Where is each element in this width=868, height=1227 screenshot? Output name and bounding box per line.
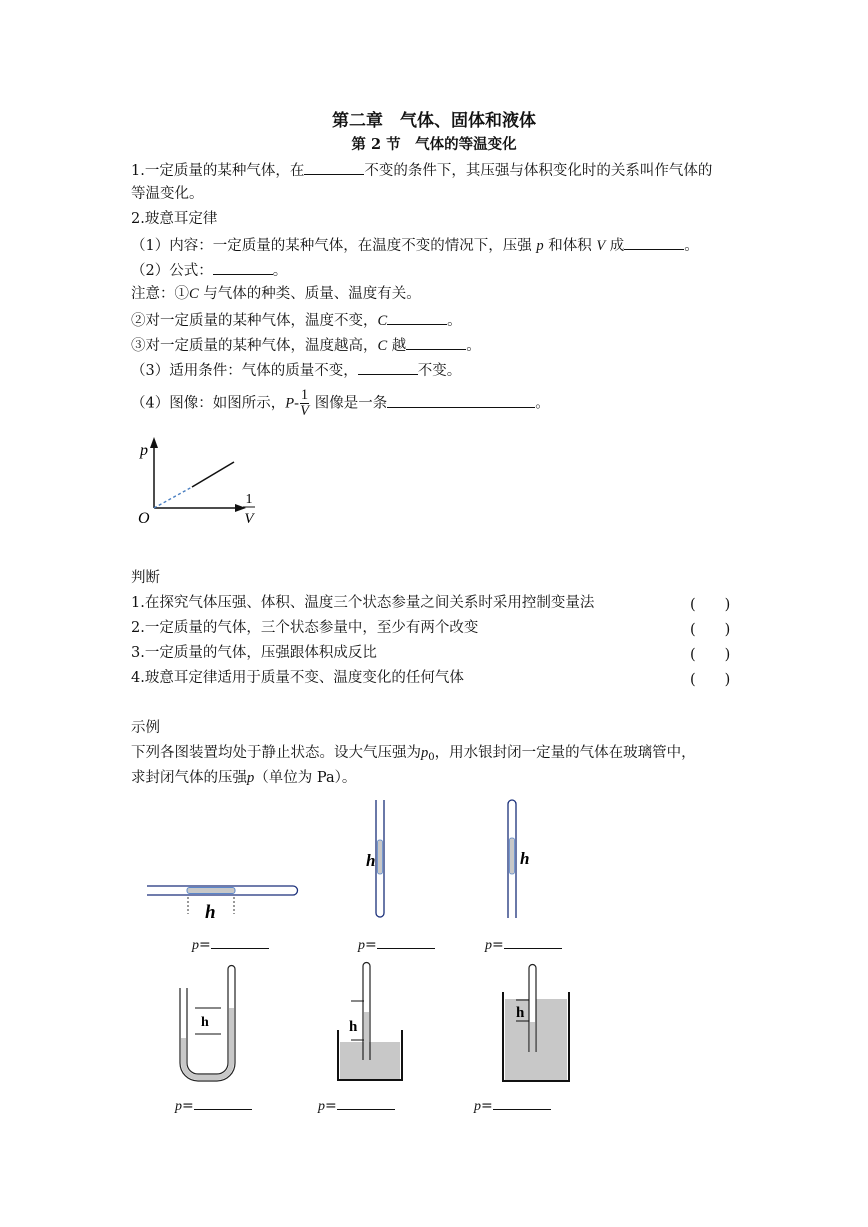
h-label-2: h bbox=[366, 851, 376, 870]
q1-line1: 1.一定质量的某种气体，在 不变的条件下，其压强与体积变化时的关系叫作气体的 bbox=[131, 159, 712, 181]
isotherm-line bbox=[192, 462, 234, 487]
figure-u-tube bbox=[175, 963, 245, 1088]
mercury-column-2 bbox=[378, 840, 383, 874]
note-2-blank[interactable] bbox=[387, 309, 447, 325]
figure-tube-in-basin-high bbox=[500, 962, 575, 1087]
h-label: h bbox=[205, 902, 216, 923]
extrapolated-dashed-line bbox=[154, 487, 192, 508]
q2-condition: （3）适用条件：气体的质量不变， 不变。 bbox=[131, 359, 461, 381]
h-label-3: h bbox=[520, 849, 530, 868]
judge-paren-1[interactable]: ( ) bbox=[690, 597, 731, 613]
answer-fig4-blank[interactable] bbox=[194, 1094, 252, 1110]
note-2: ②对一定质量的某种气体，温度不变，C 。 bbox=[131, 309, 462, 331]
answer-fig1: p= bbox=[192, 933, 269, 954]
answer-fig2-blank[interactable] bbox=[377, 933, 435, 949]
answer-fig1-blank[interactable] bbox=[211, 933, 269, 949]
q2-condition-blank[interactable] bbox=[358, 359, 418, 375]
q2-graph-blank[interactable] bbox=[387, 392, 535, 408]
answer-fig3-blank[interactable] bbox=[504, 933, 562, 949]
judge-paren-3[interactable]: ( ) bbox=[690, 647, 731, 663]
answer-fig5-blank[interactable] bbox=[337, 1094, 395, 1110]
answer-fig4: p= bbox=[175, 1094, 252, 1115]
judge-paren-2[interactable]: ( ) bbox=[690, 622, 731, 638]
judge-item-2: 2.一定质量的气体，三个状态参量中，至少有两个改变 bbox=[131, 620, 479, 636]
judge-item-3: 3.一定质量的气体，压强跟体积成反比 bbox=[131, 645, 377, 661]
example-text-2: 求封闭气体的压强p（单位为 Pa）。 bbox=[131, 770, 357, 786]
example-title: 示例 bbox=[131, 720, 160, 736]
q2-title: 2.玻意耳定律 bbox=[131, 211, 218, 227]
answer-fig5: p= bbox=[318, 1094, 395, 1115]
q2-formula: （2）公式： 。 bbox=[131, 259, 287, 281]
note-3-blank[interactable] bbox=[406, 334, 466, 350]
answer-fig6: p= bbox=[474, 1094, 551, 1115]
q2-formula-blank[interactable] bbox=[213, 259, 273, 275]
x-axis-label-den: V bbox=[244, 511, 254, 527]
figure-vertical-tube-open-bottom bbox=[500, 798, 540, 920]
p-inverse-v-graph bbox=[130, 435, 270, 535]
y-axis-arrow-icon bbox=[150, 437, 158, 448]
mercury-column bbox=[187, 888, 235, 894]
q2-graph-line: （4）图像：如图所示，P- $\frac{1}{V}$ 图像是一条 。 bbox=[131, 387, 550, 419]
q1-blank[interactable] bbox=[304, 159, 364, 175]
h-label-5: h bbox=[349, 1019, 358, 1035]
section-title: 第 2 节 气体的等温变化 bbox=[351, 136, 517, 153]
judge-item-4: 4.玻意耳定律适用于质量不变、温度变化的任何气体 bbox=[131, 670, 464, 686]
h-label-4: h bbox=[201, 1015, 209, 1030]
one-over-v-fraction: $\frac{1}{V}$ bbox=[300, 387, 309, 419]
figure-vertical-tube-open-top bbox=[360, 800, 400, 920]
example-text-1: 下列各图装置均处于静止状态。设大气压强为$p_0$，用水银封闭一定量的气体在玻璃管中， bbox=[131, 745, 696, 763]
judge-title: 判断 bbox=[131, 570, 160, 586]
judge-paren-4[interactable]: ( ) bbox=[690, 672, 731, 688]
q2-content-blank[interactable] bbox=[624, 234, 684, 250]
figure-horizontal-tube bbox=[145, 880, 300, 925]
x-axis-label-num: 1 bbox=[245, 492, 253, 507]
y-axis-label: p bbox=[140, 442, 148, 459]
answer-fig6-blank[interactable] bbox=[493, 1094, 551, 1110]
h-label-6: h bbox=[516, 1005, 525, 1021]
q2-content: （1）内容：一定质量的某种气体，在温度不变的情况下，压强 p 和体积 V 成 。 bbox=[131, 234, 699, 256]
q1-line2: 等温变化。 bbox=[131, 186, 204, 202]
origin-label: O bbox=[138, 510, 150, 527]
judge-item-1: 1.在探究气体压强、体积、温度三个状态参量之间关系时采用控制变量法 bbox=[131, 595, 595, 611]
chapter-title: 第二章 气体、固体和液体 bbox=[332, 111, 536, 131]
answer-fig3: p= bbox=[485, 933, 562, 954]
note-3: ③对一定质量的某种气体，温度越高，C 越 。 bbox=[131, 334, 481, 356]
note-1: 注意：①C 与气体的种类、质量、温度有关。 bbox=[131, 286, 421, 302]
tube-6-mercury bbox=[530, 1022, 535, 1052]
answer-fig2: p= bbox=[358, 933, 435, 954]
mercury-column-3 bbox=[510, 838, 515, 874]
figure-tube-in-basin-low bbox=[335, 960, 410, 1085]
tube-5-mercury bbox=[364, 1012, 369, 1060]
